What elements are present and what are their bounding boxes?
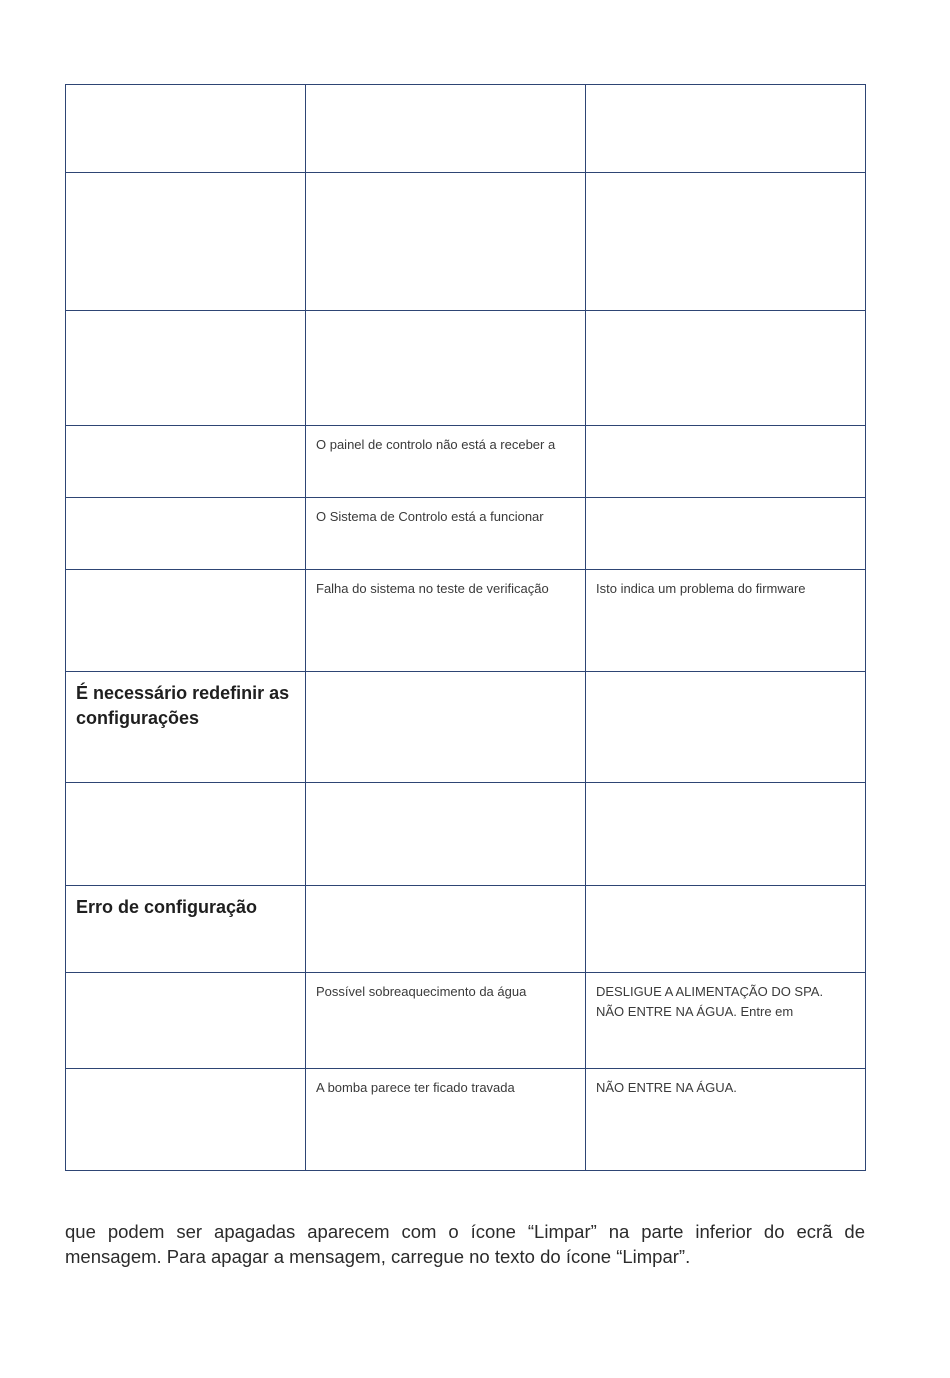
table-row: [66, 498, 866, 570]
table-cell-message: É necessário redefinir as configurações: [66, 672, 306, 783]
table-cell-meaning: [306, 311, 586, 426]
table-cell-action: [586, 173, 866, 311]
diagnostic-messages-table: [65, 84, 866, 1171]
table-cell-message: [66, 973, 306, 1069]
table-row: [66, 886, 866, 973]
table-cell-message: [66, 311, 306, 426]
table-cell-message: Erro de configuração: [66, 886, 306, 973]
footer-paragraph: que podem ser apagadas aparecem com o ícone “Limpar” na parte inferior do ecrã de mensagem. Para apagar a mensagem, carregue no texto do ícone “Limpar”.: [65, 1220, 865, 1267]
table-cell-message: [66, 426, 306, 498]
table-cell-meaning: [306, 672, 586, 783]
table-row: [66, 973, 866, 1069]
table-cell-meaning: O painel de controlo não está a receber a: [306, 426, 586, 498]
table-cell-meaning: O Sistema de Controlo está a funcionar: [306, 498, 586, 570]
table-cell-message: [66, 173, 306, 311]
table-row: [66, 426, 866, 498]
table-cell-message: [66, 85, 306, 173]
table-cell-message: [66, 783, 306, 886]
table-row: [66, 672, 866, 783]
table-row: [66, 783, 866, 886]
table-row: [66, 570, 866, 672]
table-cell-action: DESLIGUE A ALIMENTAÇÃO DO SPA. NÃO ENTRE NA ÁGUA. Entre em: [586, 973, 866, 1069]
table-cell-action: [586, 311, 866, 426]
table-cell-action: [586, 672, 866, 783]
table-cell-action: [586, 426, 866, 498]
table-cell-message: [66, 498, 306, 570]
table-row: [66, 1069, 866, 1171]
table-cell-action: [586, 498, 866, 570]
table-cell-action: [586, 783, 866, 886]
table-cell-meaning: A bomba parece ter ficado travada: [306, 1069, 586, 1171]
table-cell-action: [586, 886, 866, 973]
table-cell-action: Isto indica um problema do firmware: [586, 570, 866, 672]
table-cell-message: [66, 1069, 306, 1171]
table-row: [66, 85, 866, 173]
table-cell-action: [586, 85, 866, 173]
table-cell-meaning: [306, 886, 586, 973]
table-cell-meaning: [306, 173, 586, 311]
table-cell-action: NÃO ENTRE NA ÁGUA.: [586, 1069, 866, 1171]
table-cell-meaning: [306, 85, 586, 173]
table-cell-meaning: Falha do sistema no teste de verificação: [306, 570, 586, 672]
table-cell-meaning: [306, 783, 586, 886]
table-cell-message: [66, 570, 306, 672]
table-cell-meaning: Possível sobreaquecimento da água: [306, 973, 586, 1069]
table-row: [66, 311, 866, 426]
table-row: [66, 173, 866, 311]
